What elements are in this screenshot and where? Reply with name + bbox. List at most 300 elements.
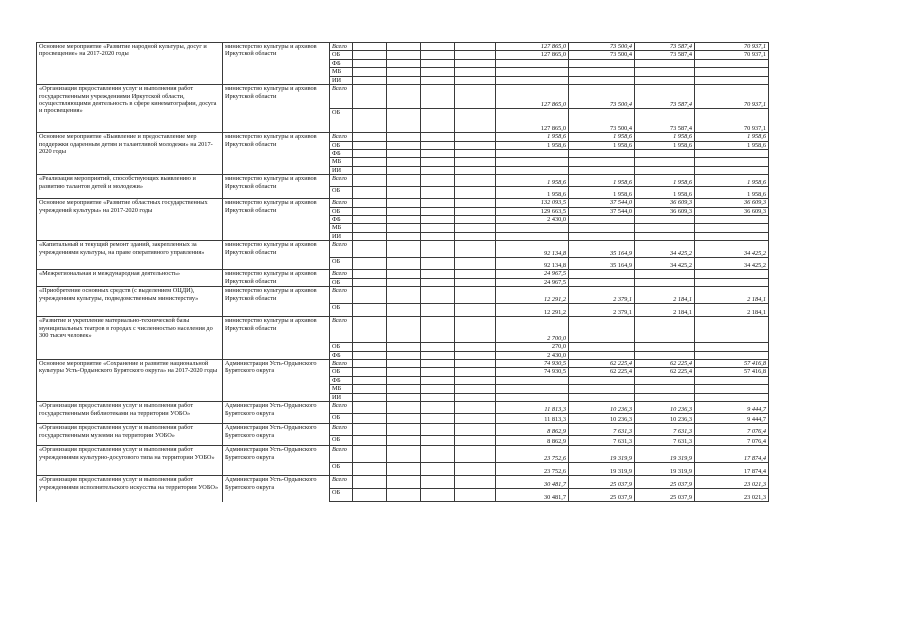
funding-source-label: ОБ: [330, 463, 353, 476]
table-row: [37, 446, 769, 463]
empty-cell: [353, 224, 387, 232]
funding-source-label: МБ: [330, 158, 353, 166]
amount-cell: 1 958,6: [569, 133, 635, 141]
amount-cell: 73 500,4: [569, 109, 635, 133]
amount-cell: [496, 376, 569, 384]
empty-cell: [387, 343, 421, 351]
empty-cell: [387, 85, 421, 109]
empty-cell: [421, 175, 455, 187]
amount-cell: 1 958,6: [496, 175, 569, 187]
empty-cell: [421, 76, 455, 84]
empty-cell: [387, 109, 421, 133]
empty-cell: [353, 446, 387, 463]
empty-cell: [455, 158, 496, 166]
amount-cell: 30 481,7: [496, 489, 569, 502]
amount-cell: [635, 166, 695, 174]
empty-cell: [455, 216, 496, 224]
amount-cell: [695, 385, 769, 393]
empty-cell: [455, 351, 496, 359]
empty-cell: [353, 476, 387, 489]
empty-cell: [387, 76, 421, 84]
amount-cell: 1 958,6: [496, 141, 569, 149]
empty-cell: [421, 446, 455, 463]
amount-cell: 36 609,3: [635, 199, 695, 207]
empty-cell: [387, 489, 421, 502]
amount-cell: 9 444,7: [695, 402, 769, 414]
funding-source-label: ОБ: [330, 436, 353, 446]
activity-name: «Межрегиональная и международная деятельность»: [37, 270, 223, 287]
amount-cell: 36 609,3: [695, 207, 769, 215]
table-row: [37, 360, 769, 368]
empty-cell: [387, 360, 421, 368]
amount-cell: [635, 76, 695, 84]
amount-cell: 34 425,2: [635, 241, 695, 258]
amount-cell: 73 500,4: [569, 51, 635, 59]
empty-cell: [455, 414, 496, 424]
amount-cell: [695, 343, 769, 351]
amount-cell: 1 958,6: [496, 133, 569, 141]
amount-cell: [569, 343, 635, 351]
responsible-executor: Администрация Усть-Ордынского Бурятского округа: [223, 360, 330, 402]
empty-cell: [387, 43, 421, 51]
empty-cell: [387, 141, 421, 149]
amount-cell: [569, 232, 635, 240]
amount-cell: 73 587,4: [635, 51, 695, 59]
funding-source-label: ОБ: [330, 187, 353, 199]
activity-name: «Организация предоставления услуг и выполнения работ государственными учреждениями Иркутской области, осуществляющими деятельность в сфере кинематографии, досуга и просвещения»: [37, 85, 223, 133]
empty-cell: [387, 424, 421, 436]
table-row: [37, 133, 769, 141]
funding-source-label: ОБ: [330, 304, 353, 317]
amount-cell: 2 184,1: [635, 287, 695, 304]
amount-cell: [569, 351, 635, 359]
amount-cell: 1 958,6: [569, 187, 635, 199]
empty-cell: [455, 360, 496, 368]
funding-source-label: Всего: [330, 317, 353, 343]
empty-cell: [421, 141, 455, 149]
amount-cell: [635, 343, 695, 351]
empty-cell: [421, 51, 455, 59]
amount-cell: 1 958,6: [569, 141, 635, 149]
responsible-executor: Администрация Усть-Ордынского Бурятского округа: [223, 476, 330, 502]
empty-cell: [353, 141, 387, 149]
amount-cell: 2 700,0: [496, 317, 569, 343]
activity-name: Основное мероприятие «Сохранение и развитие национальной культуры Усть-Ордынского Бурятского округа» на 2017-2020 годы: [37, 360, 223, 402]
empty-cell: [353, 304, 387, 317]
empty-cell: [421, 68, 455, 76]
empty-cell: [353, 385, 387, 393]
empty-cell: [387, 68, 421, 76]
empty-cell: [421, 343, 455, 351]
table-row: [37, 241, 769, 258]
amount-cell: 37 544,0: [569, 199, 635, 207]
activity-name: Основное мероприятие «Развитие народной культуры, досуг и просвещение» на 2017-2020 годы: [37, 43, 223, 85]
empty-cell: [455, 241, 496, 258]
responsible-executor: министерство культуры и архивов Иркутской области: [223, 43, 330, 85]
empty-cell: [421, 207, 455, 215]
amount-cell: [569, 224, 635, 232]
funding-source-label: ОБ: [330, 141, 353, 149]
amount-cell: [569, 385, 635, 393]
funding-source-label: Всего: [330, 199, 353, 207]
empty-cell: [421, 424, 455, 436]
empty-cell: [455, 385, 496, 393]
empty-cell: [387, 278, 421, 286]
amount-cell: 74 930,5: [496, 368, 569, 376]
responsible-executor: министерство культуры и архивов Иркутской области: [223, 133, 330, 175]
amount-cell: 74 930,5: [496, 360, 569, 368]
empty-cell: [353, 393, 387, 401]
empty-cell: [353, 270, 387, 278]
amount-cell: 9 444,7: [695, 414, 769, 424]
empty-cell: [353, 76, 387, 84]
amount-cell: 37 544,0: [569, 207, 635, 215]
amount-cell: [635, 393, 695, 401]
amount-cell: 1 958,6: [635, 141, 695, 149]
amount-cell: 24 967,5: [496, 270, 569, 278]
empty-cell: [455, 199, 496, 207]
funding-source-label: МБ: [330, 224, 353, 232]
empty-cell: [353, 59, 387, 67]
funding-source-label: МБ: [330, 385, 353, 393]
funding-source-label: ФБ: [330, 59, 353, 67]
amount-cell: [695, 158, 769, 166]
amount-cell: [496, 224, 569, 232]
empty-cell: [353, 43, 387, 51]
amount-cell: 12 291,2: [496, 304, 569, 317]
empty-cell: [353, 414, 387, 424]
amount-cell: [695, 68, 769, 76]
amount-cell: [635, 278, 695, 286]
empty-cell: [455, 224, 496, 232]
funding-source-label: ФБ: [330, 351, 353, 359]
amount-cell: 127 865,0: [496, 109, 569, 133]
empty-cell: [353, 241, 387, 258]
table-row: [37, 175, 769, 187]
funding-source-label: ОБ: [330, 343, 353, 351]
empty-cell: [353, 51, 387, 59]
empty-cell: [421, 59, 455, 67]
amount-cell: 1 958,6: [695, 133, 769, 141]
amount-cell: [635, 216, 695, 224]
empty-cell: [455, 368, 496, 376]
amount-cell: [635, 59, 695, 67]
amount-cell: 1 958,6: [635, 187, 695, 199]
amount-cell: [695, 317, 769, 343]
empty-cell: [421, 187, 455, 199]
table-row: [37, 317, 769, 343]
funding-source-label: ОБ: [330, 109, 353, 133]
empty-cell: [421, 216, 455, 224]
responsible-executor: Администрация Усть-Ордынского Бурятского округа: [223, 446, 330, 476]
empty-cell: [455, 133, 496, 141]
table-row: [37, 270, 769, 278]
empty-cell: [455, 436, 496, 446]
empty-cell: [421, 476, 455, 489]
funding-source-label: Всего: [330, 43, 353, 51]
funding-source-label: Всего: [330, 175, 353, 187]
empty-cell: [353, 463, 387, 476]
empty-cell: [455, 446, 496, 463]
empty-cell: [353, 216, 387, 224]
amount-cell: [635, 270, 695, 278]
amount-cell: 30 481,7: [496, 476, 569, 489]
amount-cell: 23 021,3: [695, 476, 769, 489]
amount-cell: [496, 232, 569, 240]
amount-cell: 25 037,9: [569, 489, 635, 502]
empty-cell: [455, 166, 496, 174]
empty-cell: [353, 232, 387, 240]
amount-cell: 17 874,4: [695, 463, 769, 476]
empty-cell: [353, 85, 387, 109]
funding-source-label: ФБ: [330, 376, 353, 384]
funding-source-label: Всего: [330, 85, 353, 109]
amount-cell: 70 937,1: [695, 43, 769, 51]
funding-source-label: ФБ: [330, 216, 353, 224]
amount-cell: 19 319,9: [569, 446, 635, 463]
empty-cell: [421, 158, 455, 166]
activity-name: Основное мероприятие «Развитие областных государственных учреждений культуры» на 2017-2020 годы: [37, 199, 223, 241]
amount-cell: [496, 166, 569, 174]
amount-cell: 2 184,1: [695, 304, 769, 317]
table-row: [37, 199, 769, 207]
empty-cell: [353, 317, 387, 343]
empty-cell: [421, 393, 455, 401]
empty-cell: [353, 187, 387, 199]
amount-cell: [569, 149, 635, 157]
empty-cell: [387, 304, 421, 317]
amount-cell: 34 425,2: [695, 258, 769, 270]
empty-cell: [387, 317, 421, 343]
empty-cell: [353, 258, 387, 270]
amount-cell: [496, 393, 569, 401]
funding-source-label: ОБ: [330, 489, 353, 502]
funding-source-label: ФБ: [330, 149, 353, 157]
amount-cell: 62 225,4: [635, 368, 695, 376]
responsible-executor: Администрация Усть-Ордынского Бурятского округа: [223, 424, 330, 446]
amount-cell: 2 379,1: [569, 287, 635, 304]
empty-cell: [353, 149, 387, 157]
empty-cell: [387, 376, 421, 384]
activity-name: «Приобретение основных средств (с выделением ОЦДИ), учреждениям культуры, подведомственным министерству»: [37, 287, 223, 317]
empty-cell: [421, 278, 455, 286]
empty-cell: [421, 360, 455, 368]
amount-cell: [496, 149, 569, 157]
amount-cell: 10 236,3: [635, 402, 695, 414]
responsible-executor: министерство культуры и архивов Иркутской области: [223, 199, 330, 241]
amount-cell: 2 184,1: [635, 304, 695, 317]
funding-source-label: ИИ: [330, 232, 353, 240]
empty-cell: [455, 207, 496, 215]
empty-cell: [353, 489, 387, 502]
amount-cell: 73 587,4: [635, 43, 695, 51]
empty-cell: [387, 216, 421, 224]
responsible-executor: министерство культуры и архивов Иркутской области: [223, 85, 330, 133]
empty-cell: [455, 317, 496, 343]
empty-cell: [353, 376, 387, 384]
funding-source-label: ОБ: [330, 414, 353, 424]
empty-cell: [387, 446, 421, 463]
empty-cell: [353, 287, 387, 304]
empty-cell: [455, 187, 496, 199]
activity-name: Основное мероприятие «Выявление и предоставление мер поддержки одаренным детям и талантливой молодежи» на 2017-2020 годы: [37, 133, 223, 175]
empty-cell: [455, 424, 496, 436]
amount-cell: [635, 376, 695, 384]
amount-cell: 25 037,9: [635, 489, 695, 502]
empty-cell: [421, 376, 455, 384]
activity-name: «Реализация мероприятий, способствующих выявлению и развитию талантов детей и молодежи»: [37, 175, 223, 199]
amount-cell: 24 967,5: [496, 278, 569, 286]
amount-cell: 73 587,4: [635, 85, 695, 109]
empty-cell: [455, 376, 496, 384]
amount-cell: 34 425,2: [695, 241, 769, 258]
amount-cell: 92 134,8: [496, 241, 569, 258]
amount-cell: 62 225,4: [569, 360, 635, 368]
amount-cell: [569, 376, 635, 384]
amount-cell: 62 225,4: [635, 360, 695, 368]
empty-cell: [353, 68, 387, 76]
empty-cell: [387, 59, 421, 67]
amount-cell: 23 752,6: [496, 463, 569, 476]
empty-cell: [387, 199, 421, 207]
amount-cell: 25 037,9: [569, 476, 635, 489]
empty-cell: [387, 463, 421, 476]
empty-cell: [455, 149, 496, 157]
empty-cell: [455, 232, 496, 240]
empty-cell: [455, 402, 496, 414]
amount-cell: 7 631,3: [635, 436, 695, 446]
amount-cell: 2 430,0: [496, 351, 569, 359]
table-row: [37, 424, 769, 436]
amount-cell: [496, 76, 569, 84]
amount-cell: 25 037,9: [635, 476, 695, 489]
empty-cell: [455, 270, 496, 278]
amount-cell: [569, 166, 635, 174]
empty-cell: [387, 436, 421, 446]
empty-cell: [387, 270, 421, 278]
amount-cell: [695, 232, 769, 240]
activity-name: «Развитие и укрепление материально-технической базы муниципальных театров в городах с численностью населения до 300 тысяч человек»: [37, 317, 223, 360]
amount-cell: [635, 149, 695, 157]
amount-cell: 11 813,3: [496, 414, 569, 424]
empty-cell: [353, 424, 387, 436]
amount-cell: 34 425,2: [635, 258, 695, 270]
financing-table: [36, 42, 769, 502]
amount-cell: 1 958,6: [635, 175, 695, 187]
amount-cell: [695, 166, 769, 174]
empty-cell: [421, 224, 455, 232]
amount-cell: 23 752,6: [496, 446, 569, 463]
empty-cell: [353, 402, 387, 414]
amount-cell: [635, 68, 695, 76]
empty-cell: [421, 287, 455, 304]
amount-cell: 1 958,6: [695, 175, 769, 187]
empty-cell: [353, 278, 387, 286]
amount-cell: [695, 376, 769, 384]
amount-cell: [695, 270, 769, 278]
empty-cell: [421, 166, 455, 174]
empty-cell: [421, 270, 455, 278]
funding-source-label: ОБ: [330, 258, 353, 270]
empty-cell: [421, 368, 455, 376]
empty-cell: [455, 343, 496, 351]
empty-cell: [421, 304, 455, 317]
empty-cell: [387, 385, 421, 393]
amount-cell: 127 865,0: [496, 85, 569, 109]
empty-cell: [387, 402, 421, 414]
funding-source-label: Всего: [330, 446, 353, 463]
funding-source-label: ИИ: [330, 76, 353, 84]
empty-cell: [455, 304, 496, 317]
empty-cell: [421, 402, 455, 414]
amount-cell: 11 813,3: [496, 402, 569, 414]
funding-source-label: Всего: [330, 287, 353, 304]
amount-cell: 129 663,5: [496, 207, 569, 215]
empty-cell: [421, 149, 455, 157]
empty-cell: [455, 463, 496, 476]
table-row: [37, 287, 769, 304]
empty-cell: [455, 68, 496, 76]
amount-cell: 7 076,4: [695, 424, 769, 436]
empty-cell: [455, 51, 496, 59]
amount-cell: 132 093,5: [496, 199, 569, 207]
responsible-executor: министерство культуры и архивов Иркутской области: [223, 287, 330, 317]
empty-cell: [455, 141, 496, 149]
amount-cell: 36 609,3: [635, 207, 695, 215]
empty-cell: [421, 109, 455, 133]
amount-cell: [635, 224, 695, 232]
amount-cell: [635, 385, 695, 393]
empty-cell: [455, 278, 496, 286]
empty-cell: [387, 224, 421, 232]
amount-cell: 73 500,4: [569, 43, 635, 51]
empty-cell: [455, 85, 496, 109]
funding-source-label: ОБ: [330, 207, 353, 215]
amount-cell: 8 862,9: [496, 424, 569, 436]
empty-cell: [421, 133, 455, 141]
amount-cell: 1 958,6: [695, 141, 769, 149]
empty-cell: [387, 51, 421, 59]
empty-cell: [455, 393, 496, 401]
amount-cell: 127 865,0: [496, 43, 569, 51]
empty-cell: [455, 287, 496, 304]
empty-cell: [387, 476, 421, 489]
empty-cell: [387, 158, 421, 166]
amount-cell: 35 164,9: [569, 258, 635, 270]
funding-source-label: ИИ: [330, 166, 353, 174]
empty-cell: [421, 199, 455, 207]
amount-cell: [569, 68, 635, 76]
amount-cell: 127 865,0: [496, 51, 569, 59]
empty-cell: [421, 351, 455, 359]
empty-cell: [455, 175, 496, 187]
amount-cell: 1 958,6: [695, 187, 769, 199]
amount-cell: 19 319,9: [635, 446, 695, 463]
empty-cell: [387, 287, 421, 304]
activity-name: «Капитальный и текущий ремонт зданий, закрепленных за учреждениями культуры, на праве оперативного управления»: [37, 241, 223, 270]
empty-cell: [353, 199, 387, 207]
amount-cell: 10 236,3: [569, 402, 635, 414]
amount-cell: 1 958,6: [496, 187, 569, 199]
table-row: [37, 402, 769, 414]
amount-cell: [695, 351, 769, 359]
amount-cell: 73 500,4: [569, 85, 635, 109]
empty-cell: [353, 360, 387, 368]
funding-source-label: Всего: [330, 476, 353, 489]
amount-cell: 10 236,3: [569, 414, 635, 424]
empty-cell: [387, 207, 421, 215]
amount-cell: [695, 149, 769, 157]
